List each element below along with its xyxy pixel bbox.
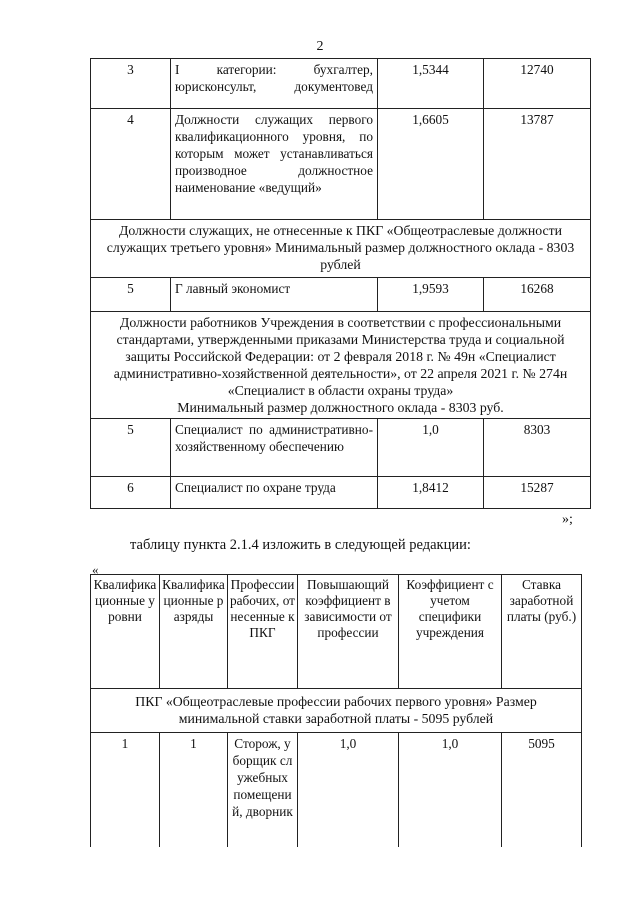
group-min-salary: Минимальный размер должностного оклада - 8303 руб. [177,400,504,415]
header-row [91,575,582,689]
institution-coefficient: 1,0 [399,733,502,847]
group-row [91,220,591,278]
group-text: Должности работников Учреждения в соответствии с профессиональными стандартами, утвержденными приказами Министерства труда и социальной защиты Российской Федерации: от 2 февраля 2018 г. № 49н «Специалист административно-хозяйственной деятельности», от 22 апреля 2021 г. № 274н «Специалист в области охраны труда» [113,315,568,398]
workers-table [90,574,582,847]
opening-quote: « [92,562,99,577]
position-name: Г лавный экономист [171,278,378,312]
position-name: Специалист по административно-хозяйственному обеспечению [171,419,378,477]
coefficient: 1,0 [378,419,484,477]
group-heading [91,312,591,419]
salary: 15287 [484,477,591,509]
table-row [91,477,591,509]
salary: 16268 [484,278,591,312]
col-header: Повышающий коэффициент в зависимости от профессии [298,575,399,689]
row-number: 6 [91,477,171,509]
table-row [91,59,591,109]
table-row [91,419,591,477]
page-number: 2 [316,39,324,54]
coefficient: 1,8412 [378,477,484,509]
col-header: Профессии рабочих, отнесенные к ПКГ [228,575,298,689]
group-row [91,689,582,733]
table-row [91,733,582,847]
col-header: Ставка заработной платы (руб.) [502,575,582,689]
qualification-grade: 1 [160,733,228,847]
group-heading: Должности служащих, не отнесенные к ПКГ «Общеотраслевые должности служащих третьего уровня» Минимальный размер должностного оклада - 8303 рублей [91,220,591,278]
group-row [91,312,591,419]
row-number: 3 [91,59,171,109]
group-heading: ПКГ «Общеотраслевые профессии рабочих первого уровня» Размер минимальной ставки заработной платы - 5095 рублей [91,689,582,733]
coefficient: 1,6605 [378,109,484,220]
wage-rate: 5095 [502,733,582,847]
salary: 13787 [484,109,591,220]
row-number: 5 [91,278,171,312]
coefficient: 1,5344 [378,59,484,109]
closing-quote: »; [562,512,573,527]
position-name: Должности служащих первого квалификационного уровня, по которым может устанавливаться производное должностное наименование «ведущий» [171,109,378,220]
amendment-instruction: таблицу пункта 2.1.4 изложить в следующей редакции: [130,537,471,553]
qualification-level: 1 [91,733,160,847]
coefficient: 1,9593 [378,278,484,312]
profession-coefficient: 1,0 [298,733,399,847]
col-header: Квалификационные разряды [160,575,228,689]
table-row [91,278,591,312]
row-number: 4 [91,109,171,220]
position-name: I категории: бухгалтер, юрисконсульт, документовед [171,59,378,109]
table-row [91,109,591,220]
col-header: Коэффициент с учетом специфики учреждения [399,575,502,689]
profession: Сторож, уборщик служебных помещений, дворник [228,733,298,847]
salary: 12740 [484,59,591,109]
position-name: Специалист по охране труда [171,477,378,509]
salary: 8303 [484,419,591,477]
positions-table [90,58,591,509]
row-number: 5 [91,419,171,477]
col-header: Квалификационные уровни [91,575,160,689]
